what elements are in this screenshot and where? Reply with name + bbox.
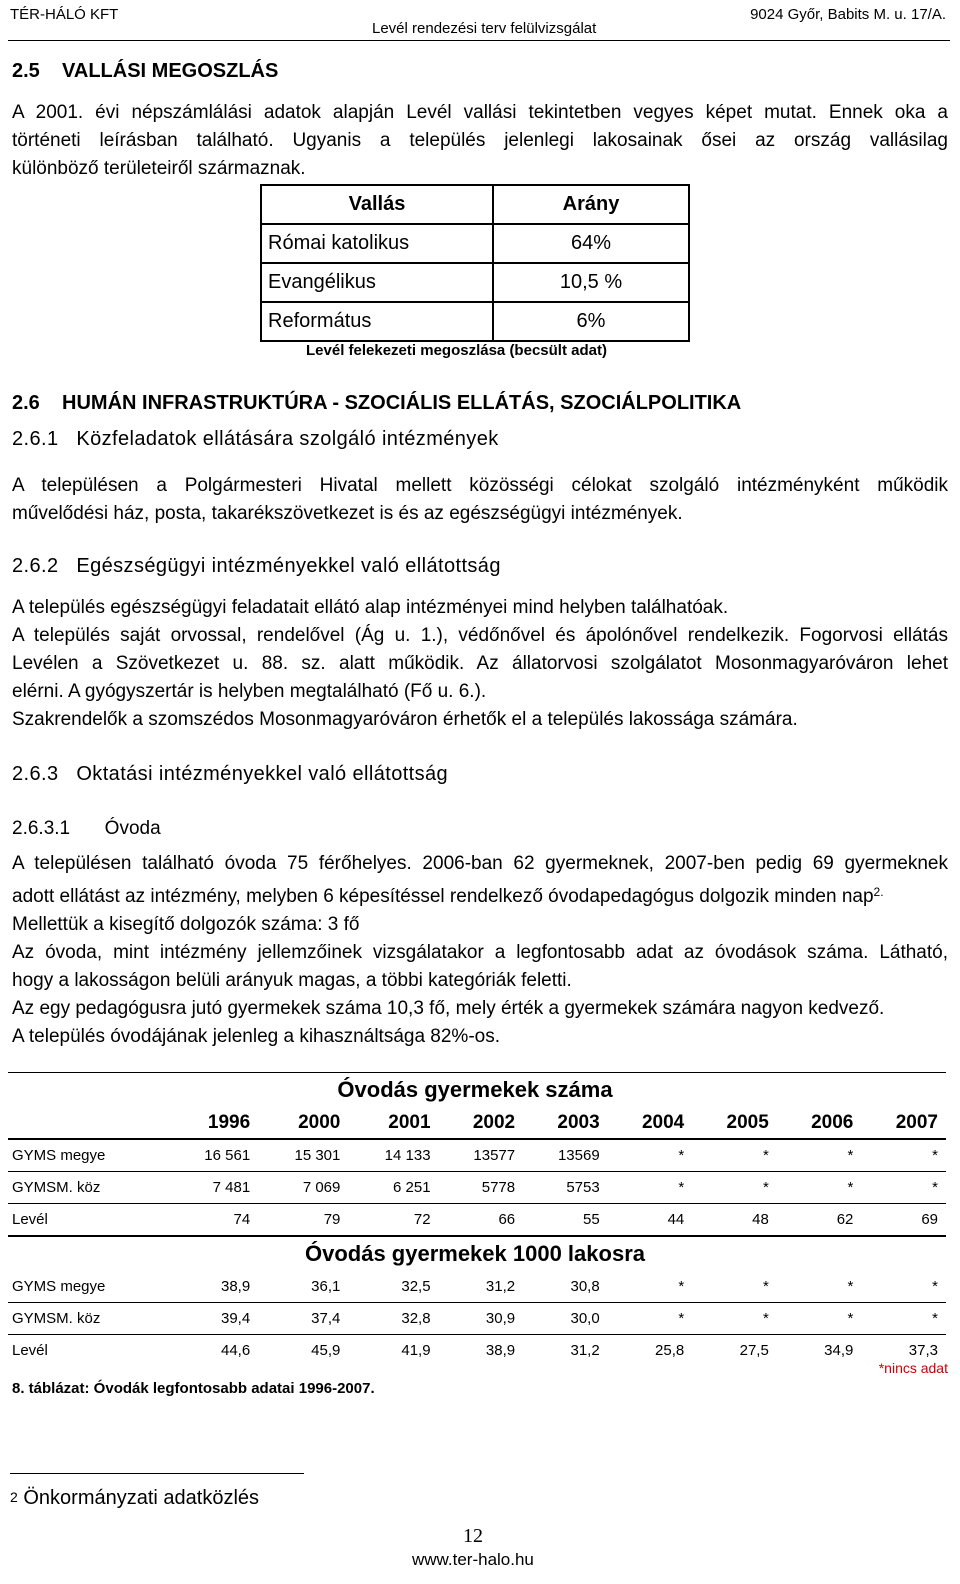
year-header: 1996: [168, 1107, 258, 1139]
data-cell: 31,2: [570, 1342, 600, 1359]
year-header: 2005: [692, 1107, 777, 1139]
data-cell: 55: [523, 1204, 608, 1237]
table-row: [8, 1271, 946, 1303]
data-cell: 41,9: [401, 1342, 431, 1359]
page-number: 12: [463, 1525, 483, 1547]
paragraph-line-text: adott ellátást az intézmény, melyben 6 képesítéssel rendelkező óvodapedagógus dolgozik minden nap: [12, 886, 874, 907]
data-cell: *: [861, 1139, 946, 1172]
data-cell: 16 561: [168, 1139, 258, 1172]
footnote-reference: 2.: [873, 885, 884, 899]
row-label: GYMSM. köz: [8, 1172, 168, 1204]
religion-table: [260, 184, 690, 342]
data-cell: *: [692, 1139, 777, 1172]
data-cell: 69: [861, 1204, 946, 1237]
data-cell: 79: [258, 1204, 348, 1237]
year-header: 2001: [348, 1107, 438, 1139]
data-cell: 25,8: [655, 1342, 685, 1359]
section-number: 2.6.3.1: [12, 818, 71, 839]
religion-table-header: [261, 185, 689, 224]
paragraph-line: Mellettük a kisegítő dolgozók száma: 3 fő: [12, 914, 360, 935]
data-cell: 6 251: [348, 1172, 438, 1204]
table-row: [261, 224, 689, 263]
table-title: Óvodás gyermekek 1000 lakosra: [8, 1236, 946, 1271]
religion-column-header: Vallás: [261, 185, 493, 224]
religion-name: Református: [261, 302, 493, 341]
paragraph-line: elérni. A gyógyszertár is helyben megtalálható (Fő u. 6.).: [12, 681, 487, 702]
data-cell: 32,5: [348, 1271, 438, 1303]
row-label: Levél: [12, 1342, 48, 1359]
data-cell: 31,2: [439, 1271, 524, 1303]
data-cell: 38,9: [168, 1271, 258, 1303]
data-cell: 45,9: [311, 1342, 341, 1359]
row-label: Levél: [8, 1204, 168, 1237]
data-cell: *: [608, 1139, 693, 1172]
table-row: [8, 1172, 946, 1204]
data-cell: 13569: [523, 1139, 608, 1172]
religion-share: 6%: [493, 302, 689, 341]
footnote-number: 2: [10, 1489, 18, 1505]
section-heading-2-6: 2.6 HUMÁN INFRASTRUKTÚRA - SZOCIÁLIS ELLÁTÁS, SZOCIÁLPOLITIKA: [12, 392, 742, 414]
empty-header-cell: [8, 1107, 168, 1139]
paragraph-line: A település egészségügyi feladatait ellátó alap intézményei mind helyben találhatóak.: [12, 597, 729, 618]
data-cell: *: [692, 1271, 777, 1303]
footnote-divider: [10, 1473, 304, 1474]
table-title-row: [8, 1236, 946, 1271]
table-row: [8, 1139, 946, 1172]
religion-share: 64%: [493, 224, 689, 263]
paragraph-line: A település saját orvossal, rendelővel (Ág u. 1.), védőnővel és ápolónővel rendelkezik. Fogorvosi ellátás: [12, 625, 948, 646]
data-cell: *: [777, 1172, 862, 1204]
paragraph-line: Levélen a Szövetkezet u. 88. sz. alatt működik. Az állatorvosi szolgálatot Mosonmagyaróváron lehet: [12, 653, 948, 674]
data-cell: 32,8: [348, 1303, 438, 1335]
paragraph-line: Az egy pedagógusra jutó gyermekek száma 10,3 fő, mely érték a gyermekek számára nagyon kedvező.: [12, 998, 885, 1019]
paragraph-line: hogy a lakosságon belüli arányuk magas, a többi kategóriák feletti.: [12, 970, 572, 991]
year-header: 2006: [777, 1107, 862, 1139]
section-2-6-3-1-paragraph: [12, 850, 948, 1051]
section-heading-2-5: 2.5 VALLÁSI MEGOSZLÁS: [12, 60, 279, 82]
year-header: 2003: [523, 1107, 608, 1139]
header-company: TÉR-HÁLÓ KFT: [10, 6, 119, 23]
year-header: 2004: [608, 1107, 693, 1139]
data-cell: *: [861, 1172, 946, 1204]
paragraph-line: művelődési ház, posta, takarékszövetkezet is és az egészségügyi intézmények.: [12, 503, 683, 524]
data-cell: 74: [168, 1204, 258, 1237]
data-cell: *: [608, 1172, 693, 1204]
data-cell: 48: [692, 1204, 777, 1237]
section-heading-2-6-3-1: [12, 818, 161, 840]
year-header: 2002: [439, 1107, 524, 1139]
data-cell: 15 301: [258, 1139, 348, 1172]
paragraph-line: A 2001. évi népszámlálási adatok alapján Levél vallási tekintetben vegyes képet mutat. Ennek oka a: [12, 102, 948, 123]
paragraph-line: különböző területeiről származnak.: [12, 158, 306, 179]
religion-name: Evangélikus: [261, 263, 493, 302]
no-data-note: *nincs adat: [878, 1360, 948, 1376]
paragraph-line: A településen található óvoda 75 férőhelyes. 2006-ban 62 gyermeknek, 2007-ben pedig 69 gyermeknek: [12, 853, 948, 874]
header-document-title: Levél rendezési terv felülvizsgálat: [372, 20, 597, 37]
table-row: [8, 1303, 946, 1335]
religion-name: Római katolikus: [261, 224, 493, 263]
footnote-text: Önkormányzati adatközlés: [17, 1487, 260, 1509]
data-cell: 37,3: [908, 1342, 938, 1359]
year-header: 2007: [861, 1107, 946, 1139]
data-cell: 30,0: [523, 1303, 608, 1335]
table-row: [261, 302, 689, 341]
religion-share: 10,5 %: [493, 263, 689, 302]
table-row: [261, 263, 689, 302]
data-cell: *: [777, 1139, 862, 1172]
data-cell: *: [608, 1303, 693, 1335]
data-cell: *: [861, 1303, 946, 1335]
row-label: GYMS megye: [8, 1271, 168, 1303]
paragraph-line: A településen a Polgármesteri Hivatal mellett közösségi célokat szolgáló intézményként működik: [12, 475, 948, 496]
paragraph-line: Szakrendelők a szomszédos Mosonmagyaróváron érhetők el a település lakossága számára.: [12, 709, 798, 730]
data-cell: 30,8: [523, 1271, 608, 1303]
data-cell: 36,1: [258, 1271, 348, 1303]
paragraph-line: történeti leírásban található. Ugyanis a település jelenlegi lakosainak ősei az ország vallásilag: [12, 130, 948, 151]
row-label: GYMS megye: [8, 1139, 168, 1172]
data-cell: 44: [608, 1204, 693, 1237]
data-cell: 62: [777, 1204, 862, 1237]
data-cell: *: [777, 1303, 862, 1335]
data-cell: 34,9: [824, 1342, 854, 1359]
data-cell: 14 133: [348, 1139, 438, 1172]
kindergarten-table-caption: 8. táblázat: Óvodák legfontosabb adatai 1996-2007.: [12, 1380, 375, 1397]
table-title-row: [8, 1073, 946, 1108]
data-cell: 7 069: [258, 1172, 348, 1204]
data-cell: 5753: [523, 1172, 608, 1204]
header-address: 9024 Győr, Babits M. u. 17/A.: [750, 6, 946, 23]
paragraph-line: A település óvodájának jelenleg a kihasználtsága 82%-os.: [12, 1026, 500, 1047]
data-cell: 66: [439, 1204, 524, 1237]
data-cell: 37,4: [258, 1303, 348, 1335]
year-header: 2000: [258, 1107, 348, 1139]
header-divider: [8, 40, 950, 41]
data-cell: 44,6: [220, 1342, 251, 1359]
data-cell: 72: [348, 1204, 438, 1237]
data-cell: *: [692, 1172, 777, 1204]
data-cell: *: [608, 1271, 693, 1303]
religion-table-caption: Levél felekezeti megoszlása (becsült adat): [306, 342, 607, 359]
section-heading-2-6-2: 2.6.2 Egészségügyi intézményekkel való ellátottság: [12, 555, 501, 577]
section-heading-2-6-1: 2.6.1 Közfeladatok ellátására szolgáló intézmények: [12, 428, 499, 450]
data-cell: *: [777, 1271, 862, 1303]
section-2-6-2-paragraph: [12, 594, 948, 734]
paragraph-line: [12, 878, 948, 911]
table-title: Óvodás gyermekek száma: [8, 1073, 946, 1108]
share-column-header: Arány: [493, 185, 689, 224]
data-cell: 5778: [439, 1172, 524, 1204]
paragraph-line: Az óvoda, mint intézmény jellemzőinek vizsgálatakor a legfontosabb adat az óvodások száma. Látható,: [12, 942, 948, 963]
section-2-6-1-paragraph: [12, 472, 948, 528]
data-cell: 38,9: [485, 1342, 516, 1359]
data-cell: 7 481: [168, 1172, 258, 1204]
data-cell: 30,9: [439, 1303, 524, 1335]
table-row: [8, 1335, 946, 1367]
row-label: GYMSM. köz: [8, 1303, 168, 1335]
table-row: [8, 1204, 946, 1237]
data-cell: 27,5: [739, 1342, 769, 1359]
data-cell: 13577: [439, 1139, 524, 1172]
kindergarten-table: [8, 1072, 946, 1366]
section-heading-2-6-3: 2.6.3 Oktatási intézményekkel való ellátottság: [12, 763, 449, 785]
year-header-row: [8, 1107, 946, 1139]
data-cell: 39,4: [168, 1303, 258, 1335]
footer-url: www.ter-halo.hu: [412, 1550, 534, 1569]
data-cell: *: [861, 1271, 946, 1303]
data-cell: *: [692, 1303, 777, 1335]
section-title: Óvoda: [104, 818, 161, 839]
footnote: [10, 1487, 259, 1510]
section-2-5-paragraph: [12, 99, 948, 183]
